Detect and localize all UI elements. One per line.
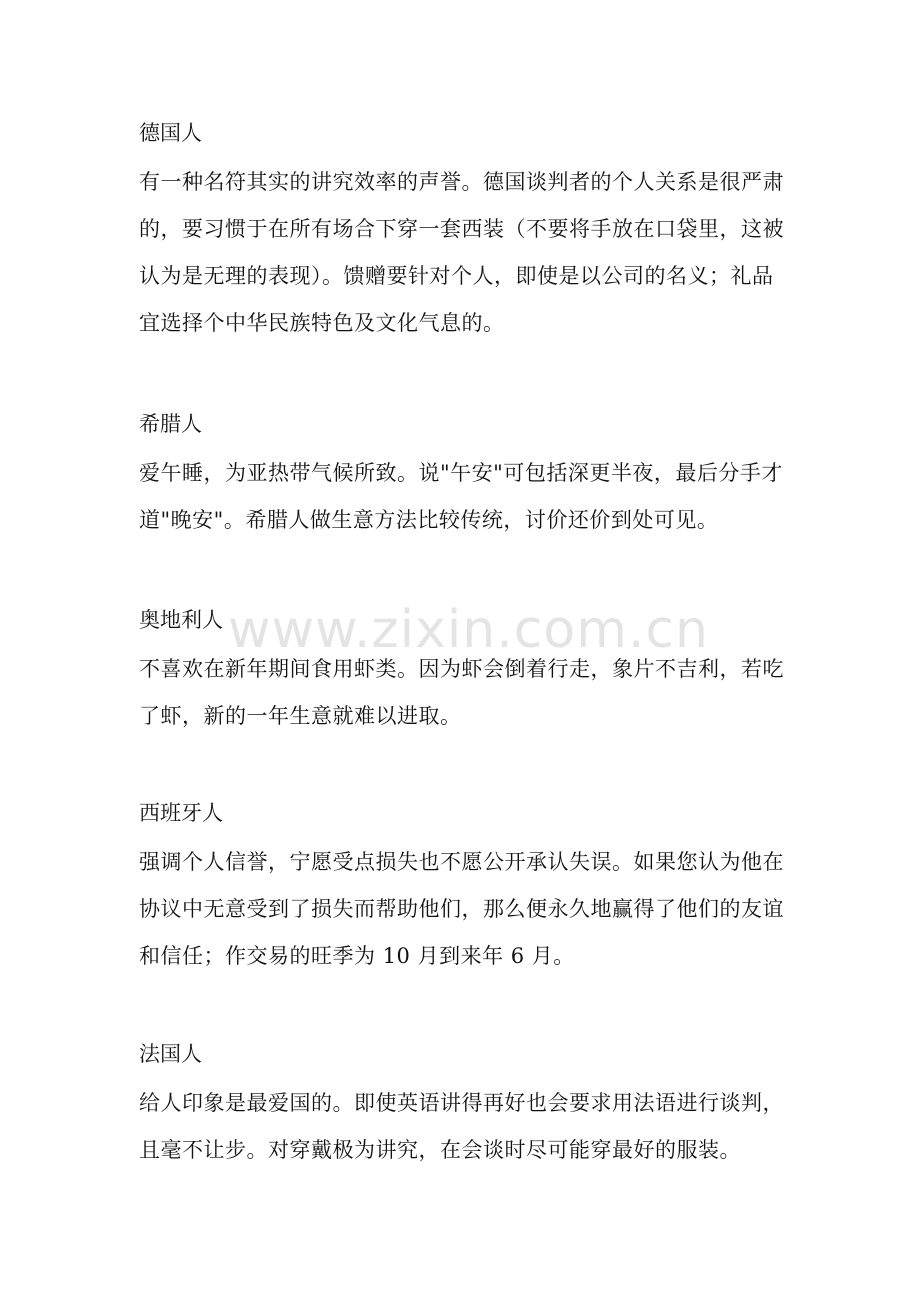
paragraph-line: 了虾，新的一年生意就难以进取。: [139, 704, 462, 728]
watermark: www.zixin.com.cn: [228, 600, 709, 660]
paragraph-line: 强调个人信誉，宁愿受点损失也不愿公开承认失误。如果您认为他在: [139, 850, 784, 874]
section-heading: 希腊人: [139, 412, 202, 436]
paragraph-line: 不喜欢在新年期间食用虾类。因为虾会倒着行走，象片不吉利，若吃: [139, 657, 784, 681]
paragraph-line: 爱午睡，为亚热带气候所致。说"午安"可包括深更半夜，最后分手才: [139, 461, 783, 485]
paragraph-line: 给人印象是最爱国的。即使英语讲得再好也会要求用法语进行谈判，: [139, 1091, 784, 1115]
section-austrians: [139, 603, 789, 733]
section-spaniards: [139, 796, 789, 973]
paragraph-line: 认为是无理的表现）。馈赠要针对个人，即使是以公司的名义；礼品: [139, 264, 774, 288]
section-germans: [139, 116, 789, 340]
section-french: [139, 1037, 789, 1167]
paragraph-line: 的，要习惯于在所有场合下穿一套西装（不要将手放在口袋里，这被: [139, 217, 784, 241]
paragraph-line: 有一种名符其实的讲究效率的声誉。德国谈判者的个人关系是很严肃: [139, 170, 784, 194]
paragraph-line: 且毫不让步。对穿戴极为讲究，在会谈时尽可能穿最好的服装。: [139, 1138, 741, 1162]
paragraph-line: 道"晚安"。希腊人做生意方法比较传统，讨价还价到处可见。: [139, 508, 719, 532]
section-greeks: [139, 407, 789, 537]
section-heading: 法国人: [139, 1042, 202, 1066]
section-heading: 德国人: [139, 121, 202, 145]
paragraph-line: 宜选择个中华民族特色及文化气息的。: [139, 311, 505, 335]
section-heading: 奥地利人: [139, 608, 223, 632]
paragraph-line: 协议中无意受到了损失而帮助他们，那么便永久地赢得了他们的友谊: [139, 897, 784, 921]
section-heading: 西班牙人: [139, 801, 223, 825]
paragraph-line: 和信任；作交易的旺季为 10 月到来年 6 月。: [139, 944, 575, 968]
